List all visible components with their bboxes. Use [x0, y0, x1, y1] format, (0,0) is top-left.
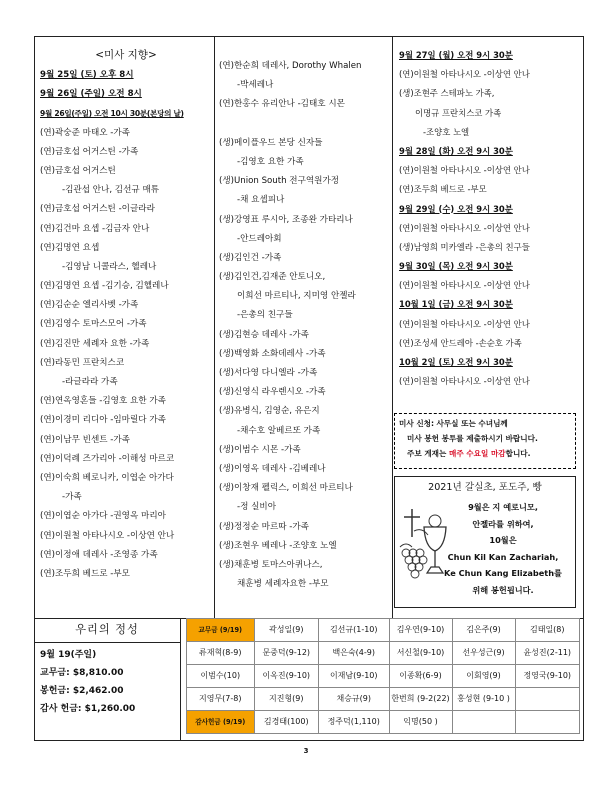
table-row	[187, 619, 580, 642]
intention-line: (연)조두희 베드로 -부모	[399, 184, 487, 195]
intention-line: (연)금호섭 어거스틴 -이글라라	[40, 204, 155, 215]
table-cell: 한번희 (9-2(22)	[389, 688, 452, 711]
intention-line: (생)김인건,김재준 안토니오,	[219, 272, 326, 283]
notice-text: 합니다.	[505, 449, 531, 458]
mass-time-header: 9월 28일 (화) 오전 9시 30분	[399, 145, 513, 156]
mass-time-header: 9월 26일 (주일) 오전 8시	[40, 89, 142, 100]
intention-line: (연)라동민 프란치스코	[40, 357, 125, 368]
intention-line: -김영호 요한 가족	[237, 156, 304, 167]
dedication-line: Ke Chun Kang Elizabeth를	[444, 568, 562, 579]
intention-line: -채수호 알베르또 가족	[237, 425, 321, 436]
table-row	[187, 711, 580, 734]
table-cell: 홍성현 (9-10 )	[452, 688, 515, 711]
dedication-line: 안젤라를 위하여,	[472, 518, 534, 529]
deadline-text: 매주 수요일 마감	[448, 449, 506, 458]
intention-line: -조양호 노엘	[423, 126, 470, 137]
mass-time-header: 9월 26일(주일) 오전 10시 30분(본당의 날)	[40, 109, 184, 119]
dedication-text	[439, 499, 567, 599]
offering-title: 우리의 정성	[34, 618, 180, 643]
table-cell: 곽성일(9)	[254, 619, 318, 642]
mass-time-header: 9월 25일 (토) 오후 8시	[40, 70, 134, 80]
dedication-line: 위해 봉헌됩니다.	[472, 584, 534, 595]
intention-line: (연)이원철 아타나시오 -이상연 안나	[399, 318, 530, 329]
mass-time-header: 9월 27일 (월) 오전 9시 30분	[399, 50, 513, 60]
table-cell: 김우연(9-10)	[389, 619, 452, 642]
table-row	[187, 688, 580, 711]
intention-line: (연)곽숭준 마태오 -가족	[40, 127, 130, 138]
intention-line: (생)이창재 펠릭스, 이희선 마르티나	[219, 483, 353, 494]
intention-line: (생)남영희 미카엘라 -은총의 친구들	[399, 241, 530, 252]
offering-amount: 봉헌금: $2,462.00	[40, 686, 124, 696]
intention-line: (연)이덕례 즈가리아 -이해성 마르코	[40, 453, 175, 464]
intention-line: (연)조두희 베드로 -부모	[40, 568, 130, 579]
intention-line: (연)이경미 리디아 -임마릴다 가족	[40, 415, 166, 426]
intention-line: (연)이숙희 베로니카, 이엽순 아가다	[40, 472, 174, 483]
dedication-line: 9월은 지 예로니모,	[468, 502, 538, 512]
contributors-table	[186, 618, 580, 734]
offering-amount: 감사 헌금: $1,260.00	[40, 704, 136, 714]
offering-dedication-box	[394, 476, 576, 608]
table-cell	[452, 711, 515, 734]
column-divider-2	[392, 36, 393, 618]
table-cell	[515, 688, 580, 711]
intention-line: (연)이원철 아타나시오 -이상연 안나	[399, 222, 530, 233]
intention-line: (생)조현우 베레나 -조양호 노엘	[219, 540, 337, 551]
intention-line: -채 요셉피나	[237, 195, 285, 206]
offering-summary	[34, 618, 181, 741]
intention-line: -가족	[62, 492, 82, 503]
intention-line: (생)이범수 시몬 -가족	[219, 444, 301, 455]
intention-line: (생)조현주 스테파노 가족,	[399, 88, 495, 99]
table-cell: 선우성근(9)	[452, 642, 515, 665]
table-row	[187, 665, 580, 688]
intention-line: (생)신영식 라우렌시오 -가족	[219, 387, 326, 398]
table-cell: 이종확(6-9)	[389, 665, 452, 688]
table-cell: 채승규(9)	[318, 688, 389, 711]
intention-line: -김관섭 안나, 김선규 매튜	[62, 185, 160, 196]
intention-line: 이희선 마르티나, 지미영 안젤라	[237, 291, 356, 302]
intention-line: 채훈병 세례자요한 -부모	[237, 579, 329, 590]
intention-line: (생)서다영 다니엘라 -가족	[219, 368, 318, 378]
intention-line: -김영남 니콜라스, 헬레나	[62, 261, 157, 272]
intention-line: (연)한순희 데레사, Dorothy Whalen	[219, 61, 362, 71]
intention-line: -은총의 친구들	[237, 310, 293, 321]
intention-line: (생)정정순 마르따 -가족	[219, 521, 309, 532]
intention-line: (생)백영화 소화데레사 -가족	[219, 348, 326, 359]
mass-time-header: 10월 1일 (금) 오전 9시 30분	[399, 299, 513, 310]
tithe-label: 교무금 (9/19)	[187, 619, 255, 642]
intention-line: (연)금호섭 어거스틴 -가족	[40, 146, 139, 157]
intention-line: (생)유병식, 김영순, 유은지	[219, 406, 320, 417]
table-cell: 이회영(9)	[452, 665, 515, 688]
intention-line: (연)이남무 빈센트 -가족	[40, 434, 130, 445]
mass-request-notice	[394, 413, 576, 469]
intention-line: (연)김순순 엘리사벳 -가족	[40, 300, 139, 311]
section-heading: <미사 지향>	[95, 49, 157, 61]
column-divider-1	[214, 36, 215, 618]
table-cell: 김경태(100)	[254, 711, 318, 734]
table-cell: 서신철(9-10)	[389, 642, 452, 665]
intention-line: (연)금호섭 어거스틴	[40, 165, 116, 176]
table-cell: 류재혁(8-9)	[187, 642, 255, 665]
thanks-offering-label: 감사헌금 (9/19)	[187, 711, 255, 734]
intention-line: (생)김인건 -가족	[219, 252, 282, 263]
intention-line: (생)김현승 데레사 -가족	[219, 329, 309, 340]
intention-line: -안드레아회	[237, 233, 282, 244]
mass-time-header: 10월 2일 (토) 오전 9시 30분	[399, 357, 513, 367]
table-row	[187, 642, 580, 665]
intention-line: (연)이엽순 아가다 -권영옥 마리아	[40, 511, 166, 522]
table-cell: 김은주(9)	[452, 619, 515, 642]
mass-time-header: 9월 30일 (목) 오전 9시 30분	[399, 261, 513, 272]
intention-line: (생)채훈병 토마스아퀴나스,	[219, 559, 323, 570]
page-number: 3	[303, 747, 309, 755]
notice-text: 사무실 또는 수녀님께	[436, 419, 508, 428]
intention-line: (생)강영표 루시아, 조종완 가타리나	[219, 214, 353, 225]
dedication-line: Chun Kil Kan Zachariah,	[447, 551, 559, 562]
table-cell: 문중덕(9-12)	[254, 642, 318, 665]
table-cell: 이옥진(9-10)	[254, 665, 318, 688]
table-cell	[515, 711, 580, 734]
intention-line: (연)김건마 요셉 -김금자 안나	[40, 223, 150, 234]
mass-time-header: 9월 29일 (수) 오전 9시 30분	[399, 203, 513, 214]
table-cell: 김선규(1-10)	[318, 619, 389, 642]
mass-intentions-column-1	[40, 44, 212, 584]
notice-text: 주보 게재는	[407, 449, 447, 458]
blank-line	[219, 115, 391, 134]
table-cell: 윤성진(2-11)	[515, 642, 580, 665]
intention-line: (연)이원철 아타나시오 -이상연 안나	[399, 280, 530, 291]
table-cell: 이범수(10)	[187, 665, 255, 688]
intention-line: -정 실비아	[237, 502, 277, 513]
table-cell: 정주덕(1,110)	[318, 711, 389, 734]
table-cell: 지진형(9)	[254, 688, 318, 711]
intention-line: (연)김명연 요셉 -김기승, 김헬레나	[40, 281, 169, 292]
intention-line: 이명규 프란치스코 가족	[415, 107, 502, 118]
offering-amount: 교무금: $8,810.00	[40, 668, 124, 678]
intention-line: (생)Union South 전구역원가정	[219, 176, 340, 187]
intention-line: (연)김영수 토마스모어 -가족	[40, 319, 147, 330]
table-cell: 정영국(9-10)	[515, 665, 580, 688]
offering-section	[34, 618, 584, 741]
offering-date: 9월 19(주일)	[40, 650, 97, 660]
table-cell: 지영무(7-8)	[187, 688, 255, 711]
dedication-title: 2021년 갈실초, 포도주, 빵	[428, 482, 542, 493]
table-cell: 백은숙(4-9)	[318, 642, 389, 665]
dedication-line: 10월은	[489, 535, 517, 546]
intention-line: -박세레나	[237, 80, 274, 91]
intention-line: (연)이원철 아타나시오 -이상연 안나	[40, 530, 175, 541]
intention-line: (연)조성세 안드레아 -손순호 가족	[399, 337, 522, 348]
intention-line: (연)이정애 데레사 -조영종 가족	[40, 549, 158, 560]
intention-line: (연)한홍수 유리안나 -김태호 시몬	[219, 99, 345, 110]
intention-line: (연)이원철 아타나시오 -이상연 안나	[399, 69, 530, 80]
intention-line: (생)이영옥 데레사 -김베레나	[219, 463, 326, 474]
intention-line: (연)김명연 요셉	[40, 242, 100, 253]
table-cell: 익명(50 )	[389, 711, 452, 734]
intention-line: (연)이원철 아타나시오 -이상연 안나	[399, 165, 530, 176]
table-cell: 이재남(9-10)	[318, 665, 389, 688]
intention-line: -라글라라 가족	[62, 377, 118, 387]
mass-intentions-column-2	[219, 57, 391, 594]
intention-line: (연)김진만 세례자 요한 -가족	[40, 338, 150, 349]
intention-line: (생)메이플우드 본당 신자들	[219, 137, 323, 148]
table-cell: 김태일(8)	[515, 619, 580, 642]
intention-line: (연)연옥영혼들 -김영호 요한 가족	[40, 396, 166, 407]
notice-label: 미사 신청:	[399, 419, 435, 428]
intention-line: (연)이원철 아타나시오 -이상연 안나	[399, 376, 530, 387]
notice-text: 미사 봉헌 봉투를 제출하시기 바랍니다.	[407, 434, 538, 443]
mass-intentions-column-3	[399, 46, 581, 391]
